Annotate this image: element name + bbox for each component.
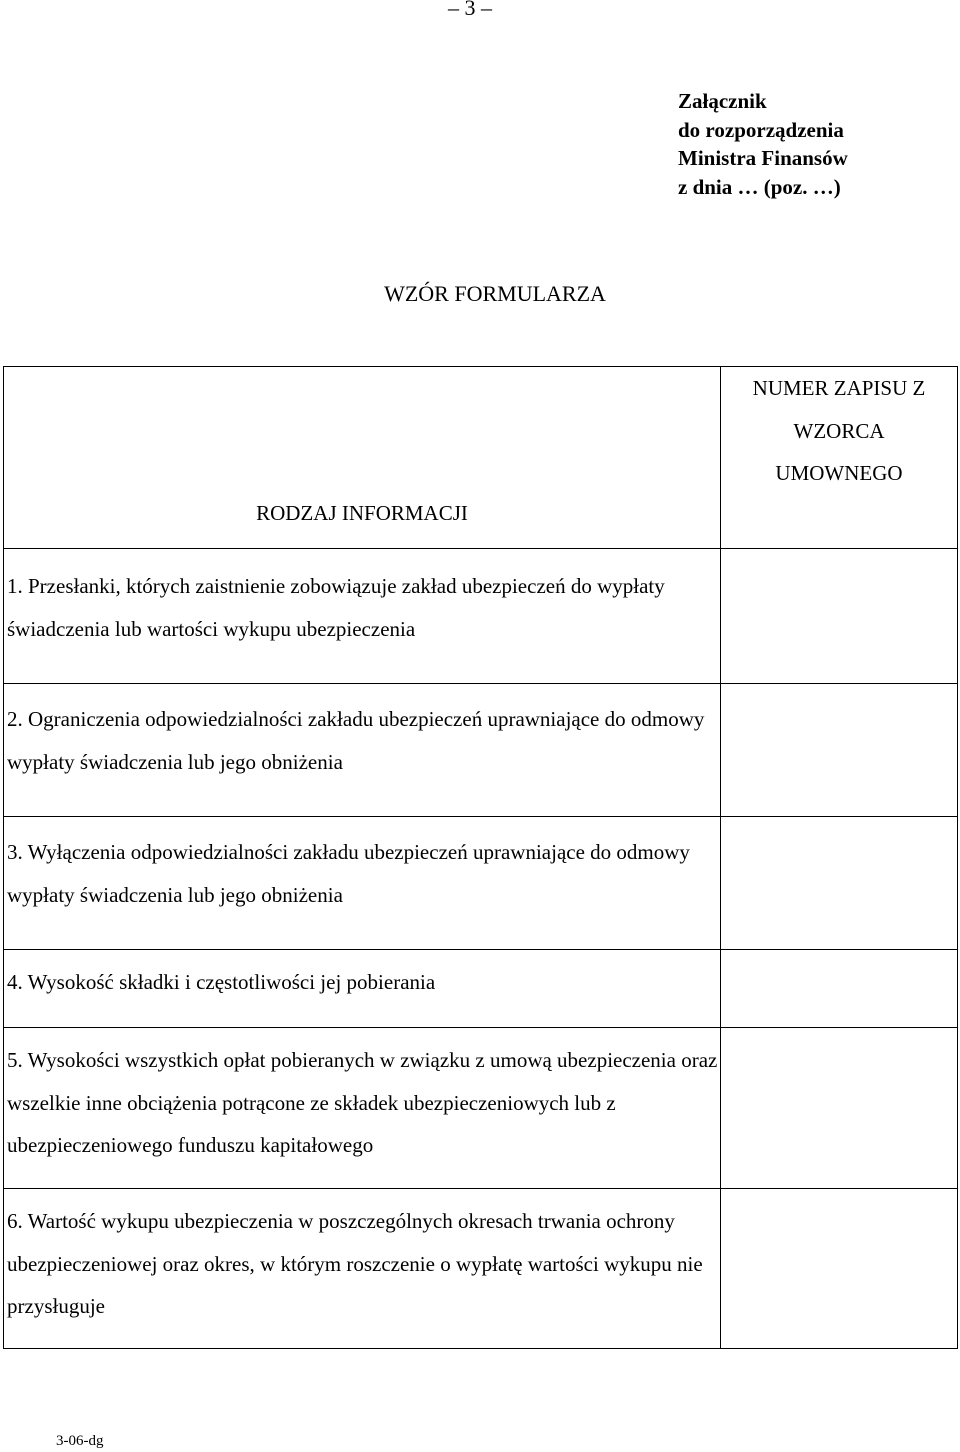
header-record-number-line: UMOWNEGO — [775, 461, 903, 485]
information-type-cell: 4. Wysokość składki i częstotliwości jej pobierania — [4, 950, 721, 1028]
table-row — [4, 549, 958, 684]
record-number-cell[interactable] — [721, 549, 958, 684]
table-header-row — [4, 367, 958, 549]
header-record-number-line: NUMER ZAPISU Z — [752, 376, 926, 400]
record-number-cell[interactable] — [721, 817, 958, 950]
information-type-cell: 3. Wyłączenia odpowiedzialności zakładu ubezpieczeń uprawniające do odmowy wypłaty świadczenia lub jego obniżenia — [4, 817, 721, 950]
annex-header-line: Ministra Finansów — [678, 146, 848, 170]
form-table — [3, 366, 958, 1349]
table-row — [4, 1189, 958, 1349]
header-record-number-line: WZORCA — [793, 418, 885, 443]
information-type-cell: 6. Wartość wykupu ubezpieczenia w poszczególnych okresach trwania ochrony ubezpieczeniowej oraz okres, w którym roszczenie o wypłatę wartości wykupu nie przysługuje — [4, 1189, 721, 1349]
header-information-type: RODZAJ INFORMACJI — [4, 367, 721, 549]
record-number-cell[interactable] — [721, 684, 958, 817]
information-type-cell: 5. Wysokości wszystkich opłat pobieranych w związku z umową ubezpieczenia oraz wszelkie inne obciążenia potrącone ze składek ubezpieczeniowych lub z ubezpieczeniowego funduszu kapitałowego — [4, 1028, 721, 1189]
annex-header-line: z dnia … (poz. …) — [678, 174, 841, 199]
form-title: WZÓR FORMULARZA — [384, 281, 606, 306]
page-number: – 3 – — [448, 0, 492, 20]
record-number-cell[interactable] — [721, 950, 958, 1028]
information-type-cell: 2. Ograniczenia odpowiedzialności zakładu ubezpieczeń uprawniające do odmowy wypłaty świadczenia lub jego obniżenia — [4, 684, 721, 817]
record-number-cell[interactable] — [721, 1189, 958, 1349]
information-type-cell: 1. Przesłanki, których zaistnienie zobowiązuje zakład ubezpieczeń do wypłaty świadczenia lub wartości wykupu ubezpieczenia — [4, 549, 721, 684]
table-row — [4, 950, 958, 1028]
annex-header-line: do rozporządzenia — [678, 117, 844, 142]
footer-document-code: 3-06-dg — [56, 1433, 104, 1449]
annex-header-line: Załącznik — [678, 89, 767, 113]
table-row — [4, 817, 958, 950]
header-record-number — [721, 367, 958, 549]
table-row — [4, 1028, 958, 1189]
record-number-cell[interactable] — [721, 1028, 958, 1189]
annex-header — [678, 87, 848, 201]
table-row — [4, 684, 958, 817]
